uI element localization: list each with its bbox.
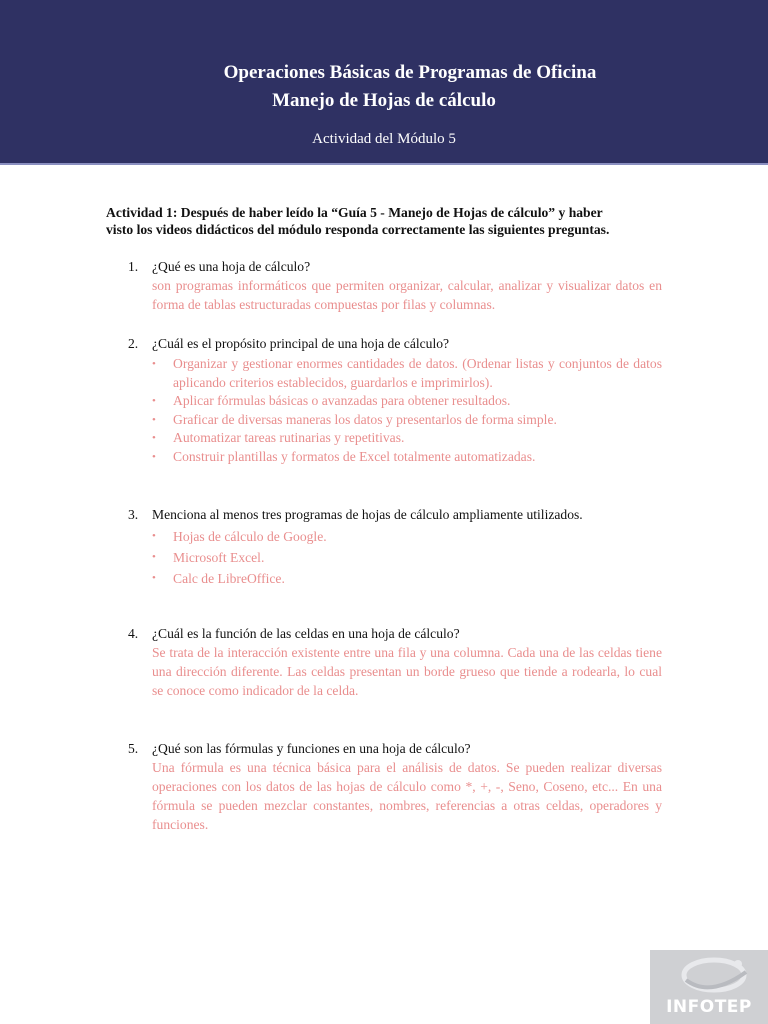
bullet-icon: • <box>152 530 156 542</box>
question-number: 4. <box>128 626 139 641</box>
list-item: • Graficar de diversas maneras los datos y presentarlos de forma simple. <box>152 411 662 430</box>
list-item: • Microsoft Excel. <box>152 547 662 568</box>
question-number: 5. <box>128 741 139 756</box>
bullet-icon: • <box>152 358 156 370</box>
question-number: 3. <box>128 507 139 522</box>
list-item: • Calc de LibreOffice. <box>152 568 662 589</box>
header-banner <box>0 0 768 165</box>
instructions-line-1: Actividad 1: Después de haber leído la “Guía 5 - Manejo de Hojas de cálculo” y haber <box>106 205 603 220</box>
list-item: • Hojas de cálculo de Google. <box>152 526 662 547</box>
bullet-icon: • <box>152 395 156 407</box>
document-title: Operaciones Básicas de Programas de Oficina <box>223 62 597 83</box>
question-text: ¿Cuál es el propósito principal de una hoja de cálculo? <box>152 336 450 351</box>
bullet-icon: • <box>152 572 156 584</box>
question-1 <box>128 258 662 314</box>
document-subtitle: Manejo de Hojas de cálculo <box>272 90 496 111</box>
activity-instructions <box>106 204 662 238</box>
list-item: • Organizar y gestionar enormes cantidades de datos. (Ordenar listas y conjuntos de datos aplicando criterios establecidos, guardarlos e imprimirlos). <box>152 356 662 390</box>
list-item: • Construir plantillas y formatos de Excel totalmente automatizadas. <box>152 448 662 467</box>
answer-text: Se trata de la interacción existente entre una fila y una columna. Cada una de las celdas tiene una dirección diferente. Las celdas presentan un borde grueso que tiende a rodearla, lo cual se conoce como indicador de la celda. <box>152 645 662 698</box>
bullet-icon: • <box>152 450 156 463</box>
answer-text: Una fórmula es una técnica básica para el análisis de datos. Se pueden realizar diversas operaciones con los datos de las hojas de cálculo como *, +, -, Seno, Coseno, etc... En una fórmula se pueden mezclar constantes, nombres, referencias a otras celdas, operadores y funciones. <box>152 760 662 832</box>
bullet-icon: • <box>152 432 156 444</box>
answer-list <box>152 355 662 466</box>
list-item: • Automatizar tareas rutinarias y repetitivas. <box>152 429 662 448</box>
question-text: Menciona al menos tres programas de hojas de cálculo ampliamente utilizados. <box>152 507 583 522</box>
question-text: ¿Qué es una hoja de cálculo? <box>152 259 311 274</box>
question-3 <box>128 506 662 589</box>
question-number: 1. <box>128 259 139 274</box>
infotep-logo <box>650 950 768 1024</box>
bullet-icon: • <box>152 413 156 426</box>
question-4 <box>128 625 662 700</box>
module-label: Actividad del Módulo 5 <box>312 131 456 147</box>
answer-list <box>152 526 662 589</box>
list-item: • Aplicar fórmulas básicas o avanzadas para obtener resultados. <box>152 392 662 411</box>
question-text: ¿Cuál es la función de las celdas en una hoja de cálculo? <box>152 626 460 641</box>
question-2 <box>128 335 662 466</box>
answer-text: son programas informáticos que permiten organizar, calcular, analizar y visualizar datos en forma de tablas estructuradas compuestas por filas y columnas. <box>152 278 662 312</box>
question-number: 2. <box>128 336 139 351</box>
logo-wordmark: INFOTEP <box>666 997 752 1017</box>
instructions-line-2: visto los videos didácticos del módulo responda correctamente las siguientes preguntas. <box>106 222 610 237</box>
question-5 <box>128 740 662 834</box>
bullet-icon: • <box>152 551 156 563</box>
question-text: ¿Qué son las fórmulas y funciones en una hoja de cálculo? <box>152 741 471 756</box>
document-body <box>106 204 662 238</box>
